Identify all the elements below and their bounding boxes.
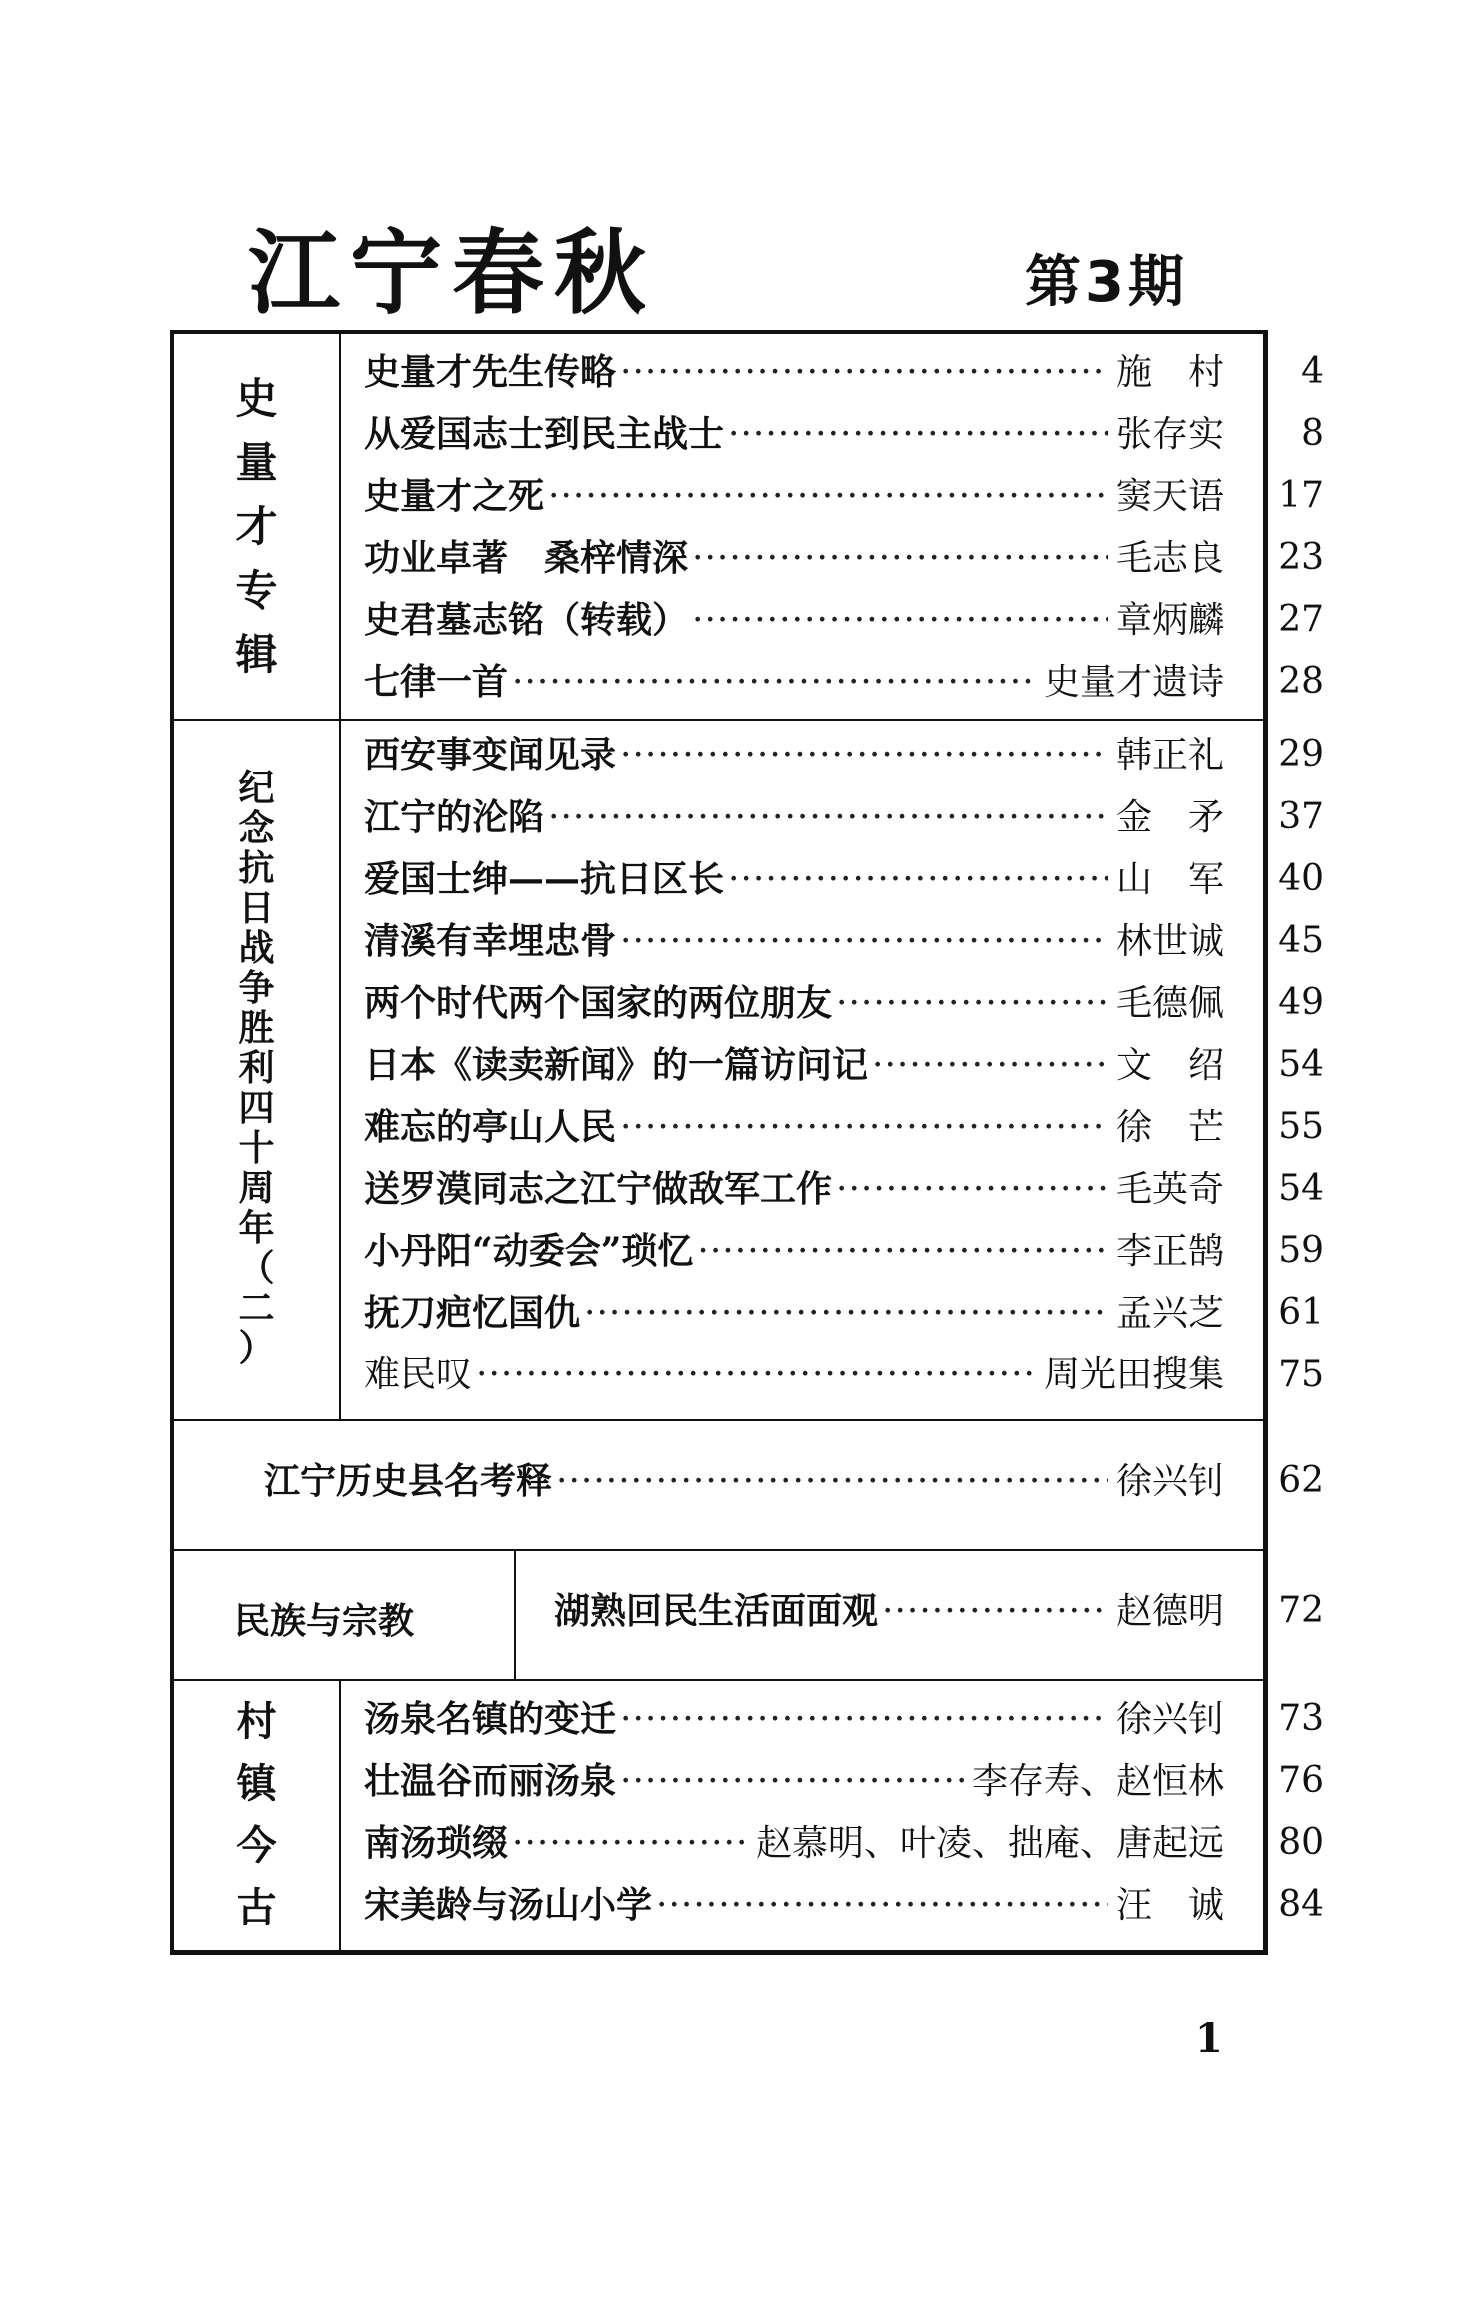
entry-title: 难民叹	[364, 1354, 473, 1395]
toc-entry[interactable]	[364, 1354, 1324, 1401]
toc-entry[interactable]	[364, 1230, 1324, 1277]
entry-list	[174, 334, 1324, 719]
dot-leader	[620, 1110, 1108, 1146]
toc-entry[interactable]	[554, 1590, 1324, 1637]
entry-title: 南汤琐缀	[364, 1822, 509, 1864]
toc-entry[interactable]	[364, 858, 1324, 905]
entry-author: 张存实	[1115, 414, 1224, 455]
section-anti-japanese-war	[174, 719, 1324, 1421]
section-villages-towns	[174, 1679, 1324, 1951]
dot-leader	[620, 1764, 964, 1800]
entry-title: 送罗漠同志之江宁做敌军工作	[364, 1168, 833, 1210]
entry-title: 功业卓著 桑梓情深	[364, 537, 689, 579]
section-label-char: 念	[238, 808, 275, 849]
dot-leader	[512, 665, 1036, 701]
section-label-char: 辑	[235, 629, 278, 679]
entry-page: 59	[1278, 1230, 1324, 1271]
dot-leader	[620, 355, 1108, 391]
toc-entry[interactable]	[364, 982, 1324, 1029]
section-label-char: 胜	[238, 1008, 275, 1049]
entry-title: 难忘的亭山人民	[364, 1106, 617, 1148]
entry-page: 75	[1278, 1354, 1324, 1395]
entry-author: 韩正礼	[1115, 735, 1224, 776]
entry-author: 赵慕明、叶凌、拙庵、唐起远	[755, 1823, 1224, 1864]
dot-leader	[836, 1172, 1108, 1208]
entry-title: 湖熟回民生活面面观	[554, 1590, 879, 1632]
entry-author: 毛德佩	[1115, 983, 1224, 1024]
entry-page: 49	[1278, 982, 1324, 1023]
entry-author: 文 绍	[1115, 1045, 1224, 1086]
dot-leader	[728, 862, 1108, 898]
entry-title: 清溪有幸埋忠骨	[364, 920, 617, 962]
section-label-char: 古	[236, 1885, 277, 1931]
entry-author: 徐 芒	[1115, 1107, 1224, 1148]
section-label-char: 十	[238, 1128, 275, 1169]
section-label-char: （	[238, 1248, 275, 1289]
entry-page: 8	[1301, 413, 1324, 454]
entry-title: 壮温谷而丽汤泉	[364, 1760, 617, 1802]
section-label-char: 抗	[238, 848, 275, 889]
entry-title: 史君墓志铭（转载）	[364, 599, 689, 641]
section-label-char: 利	[238, 1048, 275, 1089]
entry-title: 宋美龄与汤山小学	[364, 1884, 653, 1926]
toc-entry[interactable]	[364, 351, 1324, 398]
entry-page: 45	[1278, 920, 1324, 961]
entry-author: 窦天语	[1115, 476, 1224, 517]
contents-table	[170, 330, 1324, 1955]
entry-author: 山 军	[1115, 859, 1224, 900]
section-label-char: 今	[236, 1823, 277, 1869]
entry-title: 史量才先生传略	[364, 351, 617, 393]
entry-author: 周光田搜集	[1043, 1354, 1224, 1395]
toc-entry[interactable]	[364, 920, 1324, 967]
toc-entry[interactable]	[364, 475, 1324, 522]
section-label-char: 周	[238, 1168, 275, 1209]
entry-list	[174, 1679, 1324, 1951]
entry-page: 61	[1278, 1292, 1324, 1333]
toc-entry[interactable]	[364, 537, 1324, 584]
entry-author: 史量才遗诗	[1043, 662, 1224, 703]
toc-entry[interactable]	[364, 661, 1324, 708]
dot-leader	[692, 541, 1108, 577]
entry-title: 七律一首	[364, 661, 509, 703]
entry-page: 80	[1278, 1822, 1324, 1863]
entry-author: 金 矛	[1115, 797, 1224, 838]
entry-author: 毛英奇	[1115, 1169, 1224, 1210]
entry-page: 4	[1301, 351, 1324, 392]
toc-entry[interactable]	[364, 1698, 1324, 1745]
entry-page: 54	[1278, 1168, 1324, 1209]
dot-leader	[476, 1357, 1036, 1393]
section-shi-liangcai	[174, 334, 1324, 721]
entry-title: 小丹阳“动委会”琐忆	[364, 1230, 694, 1272]
dot-leader	[692, 603, 1108, 639]
section-label-inline: 民族与宗教	[234, 1601, 415, 1642]
entry-title: 西安事变闻见录	[364, 734, 617, 776]
entry-author: 毛志良	[1115, 538, 1224, 579]
entry-page: 28	[1278, 661, 1324, 702]
toc-entry[interactable]	[364, 1760, 1324, 1807]
entry-page: 23	[1278, 537, 1324, 578]
entry-author: 李存寿、赵恒林	[971, 1761, 1224, 1802]
entry-page: 37	[1278, 796, 1324, 837]
entry-page: 29	[1278, 734, 1324, 775]
toc-entry[interactable]	[364, 1044, 1324, 1091]
section-label-char: 专	[235, 565, 278, 615]
section-label-char: 村	[236, 1699, 277, 1745]
section-label-char: 镇	[236, 1761, 277, 1807]
entry-author: 章炳麟	[1115, 600, 1224, 641]
toc-entry[interactable]	[364, 1168, 1324, 1215]
entry-page: 27	[1278, 599, 1324, 640]
section-label-char: 量	[235, 437, 278, 487]
section-label-char: ）	[238, 1328, 275, 1369]
entry-title: 从爱国志士到民主战士	[364, 413, 725, 455]
section-label-char: 二	[238, 1288, 275, 1329]
dot-leader	[656, 1888, 1108, 1924]
issue-number: 第3期	[1025, 250, 1188, 315]
entry-page: 54	[1278, 1044, 1324, 1085]
entry-author: 赵德明	[1115, 1591, 1224, 1632]
entry-page: 40	[1278, 858, 1324, 899]
dot-leader	[584, 1296, 1108, 1332]
section-label-char: 才	[235, 501, 278, 551]
toc-entry[interactable]	[364, 1884, 1324, 1931]
dot-leader	[620, 924, 1108, 960]
entry-title: 日本《读卖新闻》的一篇访问记	[364, 1044, 869, 1086]
entry-title: 汤泉名镇的变迁	[364, 1698, 617, 1740]
section-label-char: 日	[238, 888, 275, 929]
toc-entry[interactable]	[364, 413, 1324, 460]
dot-leader	[548, 479, 1108, 515]
entry-author: 李正鹄	[1115, 1231, 1224, 1272]
section-label-char: 四	[238, 1088, 275, 1129]
dot-leader	[882, 1594, 1108, 1630]
entry-list	[174, 1549, 1324, 1679]
dot-leader	[728, 417, 1108, 453]
toc-entry[interactable]	[364, 1822, 1324, 1869]
entry-list	[174, 719, 1324, 1419]
dot-leader	[836, 986, 1108, 1022]
entry-title: 江宁历史县名考释	[264, 1460, 553, 1502]
entry-title: 抚刀疤忆国仇	[364, 1292, 581, 1334]
entry-title: 爱国士绅——抗日区长	[364, 858, 725, 900]
entry-list	[174, 1419, 1324, 1549]
entry-author: 汪 诚	[1115, 1885, 1224, 1926]
entry-title: 两个时代两个国家的两位朋友	[364, 982, 833, 1024]
section-label-char: 争	[238, 968, 275, 1009]
toc-entry[interactable]	[364, 599, 1324, 646]
entry-page: 84	[1278, 1884, 1324, 1925]
entry-author: 孟兴芝	[1115, 1293, 1224, 1334]
toc-entry[interactable]	[264, 1460, 1324, 1507]
entry-author: 徐兴钊	[1115, 1699, 1224, 1740]
entry-title: 史量才之死	[364, 475, 545, 517]
entry-title: 江宁的沦陷	[364, 796, 545, 838]
section-ethnicity-religion	[174, 1549, 1324, 1681]
dot-leader	[548, 800, 1108, 836]
toc-entry[interactable]	[364, 734, 1324, 781]
dot-leader	[512, 1826, 748, 1862]
entry-author: 林世诚	[1115, 921, 1224, 962]
entry-page: 76	[1278, 1760, 1324, 1801]
entry-page: 72	[1278, 1590, 1324, 1631]
section-county-names	[174, 1419, 1324, 1551]
section-label-char: 年	[238, 1208, 275, 1249]
dot-leader	[620, 738, 1108, 774]
entry-page: 17	[1278, 475, 1324, 516]
magazine-title: 江宁春秋	[248, 220, 657, 327]
section-label-char: 战	[238, 928, 275, 969]
toc-entry[interactable]	[364, 1292, 1324, 1339]
entry-author: 施 村	[1115, 352, 1224, 393]
entry-page: 55	[1278, 1106, 1324, 1147]
section-label-char: 史	[235, 373, 278, 423]
page-number: 1	[1195, 2015, 1223, 2062]
dot-leader	[872, 1048, 1108, 1084]
dot-leader	[697, 1234, 1108, 1270]
entry-author: 徐兴钊	[1115, 1461, 1224, 1502]
toc-entry[interactable]	[364, 1106, 1324, 1153]
dot-leader	[620, 1702, 1108, 1738]
entry-page: 62	[1278, 1460, 1324, 1501]
section-label-char: 纪	[238, 768, 275, 809]
dot-leader	[556, 1464, 1108, 1500]
toc-entry[interactable]	[364, 796, 1324, 843]
entry-page: 73	[1278, 1698, 1324, 1739]
